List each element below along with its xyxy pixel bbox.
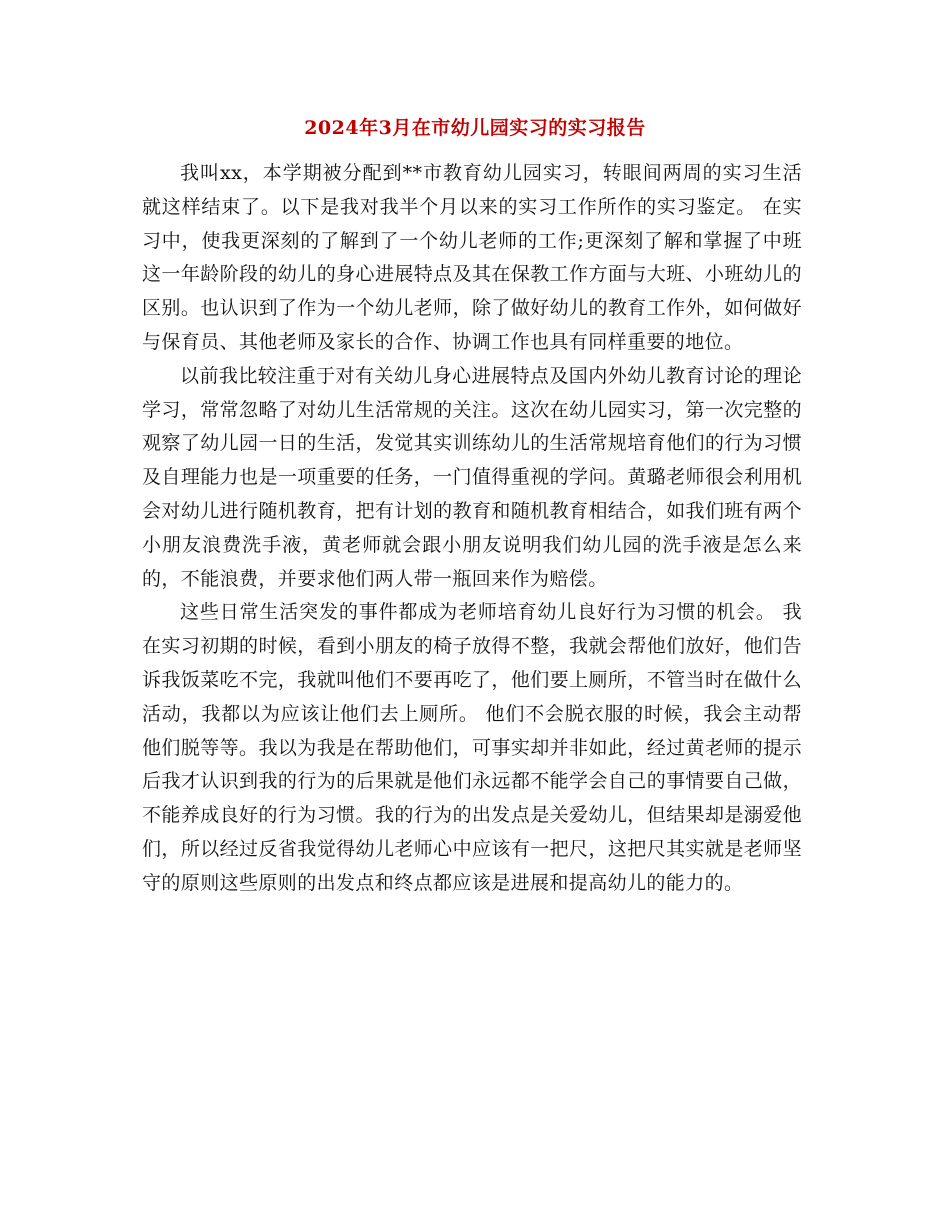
paragraph: 以前我比较注重于对有关幼儿身心进展特点及国内外幼儿教育讨论的理论学习，常常忽略了对幼儿生活常规的关注。这次在幼儿园实习，第一次完整的观察了幼儿园一日的生活，发觉其实训练幼儿的生活常规培育他们的行为习惯及自理能力也是一项重要的任务，一门值得重视的学问。黄璐老师很会利用机会对幼儿进行随机教育，把有计划的教育和随机教育相结合，如我们班有两个小朋友浪费洗手液，黄老师就会跟小朋友说明我们幼儿园的洗手液是怎么来的，不能浪费，并要求他们两人带一瓶回来作为赔偿。: [142, 364, 802, 590]
document-body: [142, 157, 802, 901]
paragraph: 我叫xx，本学期被分配到**市教育幼儿园实习，转眼间两周的实习生活就这样结束了。以下是我对我半个月以来的实习工作所作的实习鉴定。 在实习中，使我更深刻的了解到了一个幼儿老师的工作;更深刻了解和掌握了中班这一年龄阶段的幼儿的身心进展特点及其在保教工作方面与大班、小班幼儿的区别。也认识到了作为一个幼儿老师，除了做好幼儿的教育工作外，如何做好与保育员、其他老师及家长的合作、协调工作也具有同样重要的地位。: [142, 162, 802, 353]
paragraph: 这些日常生活突发的事件都成为老师培育幼儿良好行为习惯的机会。 我在实习初期的时候，看到小朋友的椅子放得不整，我就会帮他们放好，他们告诉我饭菜吃不完，我就叫他们不要再吃了，他们要上厕所，不管当时在做什么活动，我都以为应该让他们去上厕所。 他们不会脱衣服的时候，我会主动帮他们脱等等。我以为我是在帮助他们，可事实却并非如此，经过黄老师的提示后我才认识到我的行为的后果就是他们永远都不能学会自己的事情要自己做，不能养成良好的行为习惯。我的行为的出发点是关爱幼儿，但结果却是溺爱他们，所以经过反省我觉得幼儿老师心中应该有一把尺，这把尺其实就是老师坚守的原则这些原则的出发点和终点都应该是进展和提高幼儿的能力的。: [142, 601, 802, 894]
document-title: 2024年3月在市幼儿园实习的实习报告: [304, 117, 646, 139]
